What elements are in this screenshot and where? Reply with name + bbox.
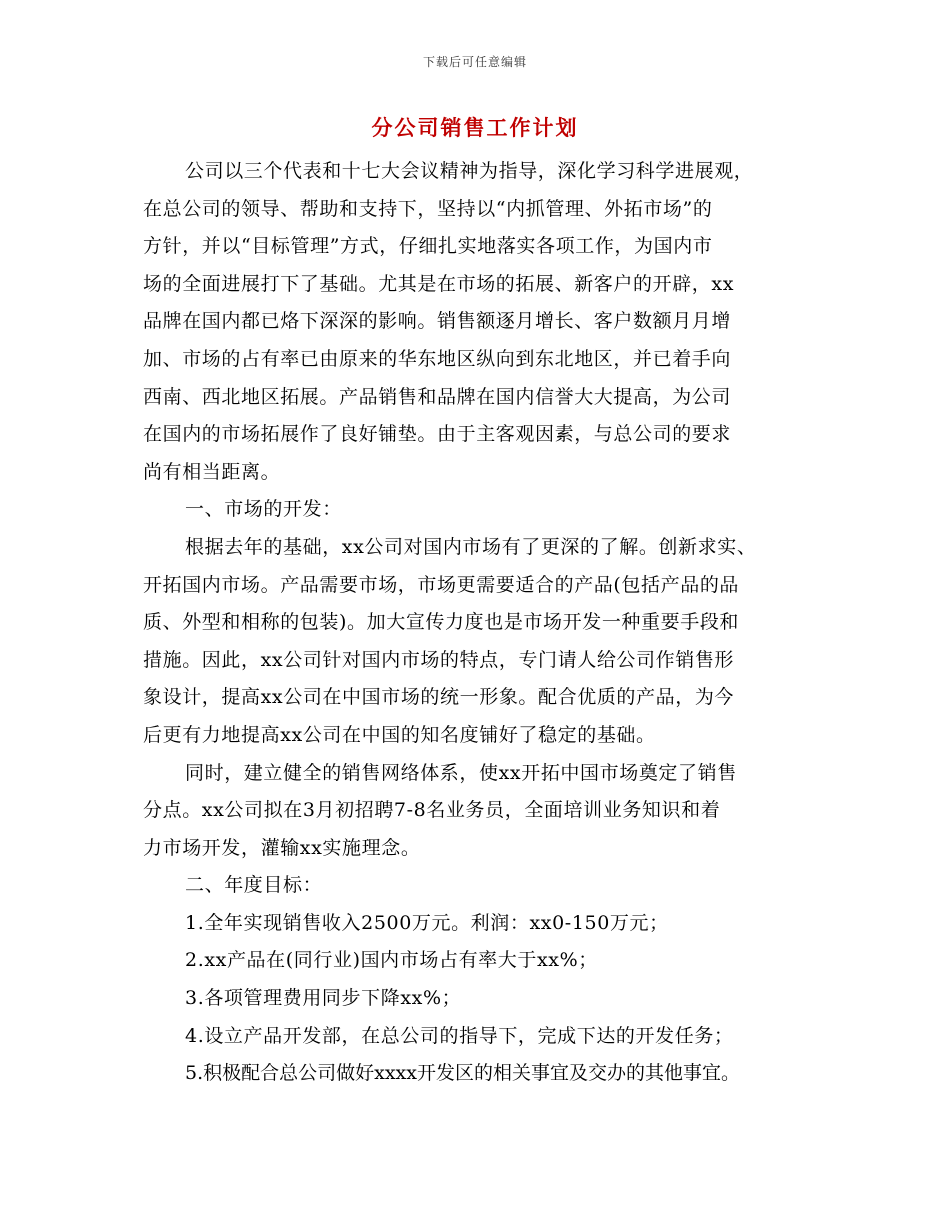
- paragraph-intro-line-8: 在国内的市场拓展作了良好铺垫。由于主客观因素，与总公司的要求: [143, 423, 732, 446]
- section-heading-market-development: 一、市场的开发：: [185, 498, 342, 521]
- paragraph-intro-line-3: 方针，并以“目标管理”方式，仔细扎实地落实各项工作，为国内市: [143, 235, 713, 258]
- paragraph-intro-line-7: 西南、西北地区拓展。产品销售和品牌在国内信誉大大提高，为公司: [143, 385, 732, 408]
- paragraph-intro-line-9: 尚有相当距离。: [143, 460, 281, 483]
- goal-item-2: 2.xx产品在(同行业)国内市场占有率大于xx%；: [185, 949, 598, 972]
- section-heading-annual-goals: 二、年度目标：: [185, 874, 323, 897]
- paragraph-intro-line-6: 加、市场的占有率已由原来的华东地区纵向到东北地区，并已着手向: [143, 347, 732, 370]
- paragraph-intro-line-5: 品牌在国内都已烙下深深的影响。销售额逐月增长、客户数额月月增: [143, 310, 732, 333]
- page-header-note: 下载后可任意编辑: [422, 55, 527, 69]
- goal-item-5: 5.积极配合总公司做好xxxx开发区的相关事宜及交办的其他事宜。: [185, 1062, 740, 1085]
- paragraph-network-line-2: 分点。xx公司拟在3月初招聘7-8名业务员，全面培训业务知识和着: [143, 799, 721, 822]
- paragraph-market-line-5: 象设计，提高xx公司在中国市场的统一形象。配合优质的产品，为今: [143, 686, 735, 709]
- paragraph-market-line-2: 开拓国内市场。产品需要市场，市场更需要适合的产品(包括产品的品: [143, 573, 740, 596]
- paragraph-network-line-1: 同时，建立健全的销售网络体系，使xx开拓中国市场奠定了销售: [185, 761, 737, 784]
- document-body: [143, 153, 818, 1093]
- document-title: 分公司销售工作计划: [371, 115, 579, 140]
- paragraph-network-line-3: 力市场开发，灌输xx实施理念。: [143, 836, 421, 859]
- goal-item-4: 4.设立产品开发部，在总公司的指导下，完成下达的开发任务；: [185, 1024, 734, 1047]
- paragraph-market-line-3: 质、外型和相称的包装)。加大宣传力度也是市场开发一种重要手段和: [143, 611, 740, 634]
- paragraph-market-line-6: 后更有力地提高xx公司在中国的知名度铺好了稳定的基础。: [143, 723, 656, 746]
- paragraph-intro-line-2: 在总公司的领导、帮助和支持下，坚持以“内抓管理、外拓市场”的: [143, 197, 713, 220]
- goal-item-1: 1.全年实现销售收入2500万元。利润：xx0-150万元；: [185, 911, 669, 934]
- paragraph-intro-line-4: 场的全面进展打下了基础。尤其是在市场的拓展、新客户的开辟，xx: [143, 272, 735, 295]
- paragraph-market-line-4: 措施。因此，xx公司针对国内市场的特点，专门请人给公司作销售形: [143, 648, 735, 671]
- paragraph-market-line-1: 根据去年的基础，xx公司对国内市场有了更深的了解。创新求实、: [185, 535, 757, 558]
- paragraph-intro-line-1: 公司以三个代表和十七大会议精神为指导，深化学习科学进展观，: [185, 160, 754, 182]
- goal-item-3: 3.各项管理费用同步下降xx%；: [185, 987, 462, 1010]
